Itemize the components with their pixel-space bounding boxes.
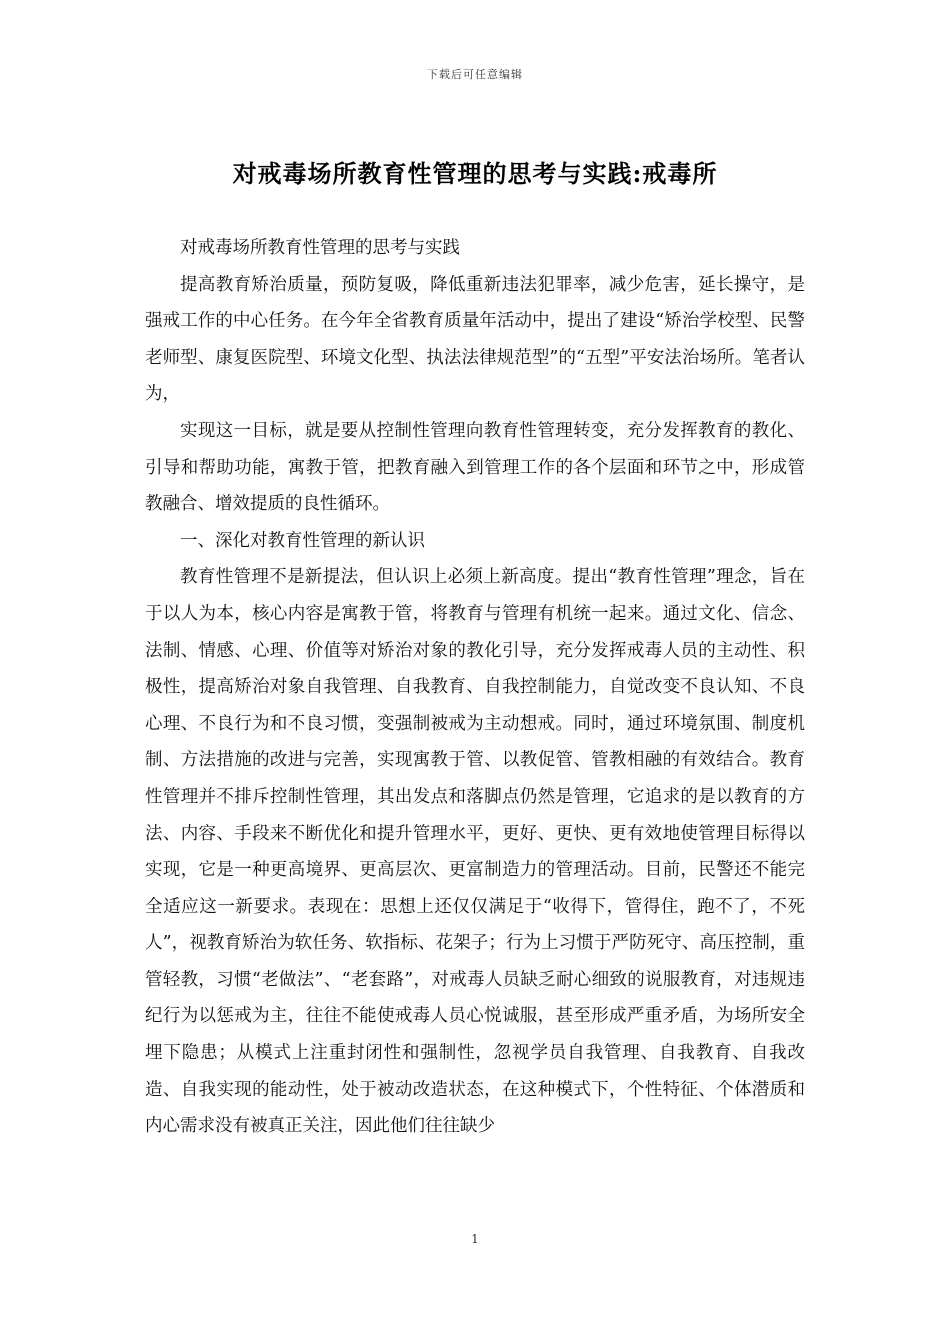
paragraph: 提高教育矫治质量，预防复吸，降低重新违法犯罪率，减少危害，延长操守，是强戒工作的中心任务。在今年全省教育质量年活动中，提出了建设“矫治学校型、民警老师型、康复医院型、环境文化型、执法法律规范型”的“五型”平安法治场所。笔者认为， [145, 274, 805, 405]
document-body [145, 230, 805, 1145]
paragraph: 教育性管理不是新提法，但认识上必须上新高度。提出“教育性管理”理念，旨在于以人为本，核心内容是寓教于管，将教育与管理有机统一起来。通过文化、信念、法制、情感、心理、价值等对矫治对象的教化引导，充分发挥戒毒人员的主动性、积极性，提高矫治对象自我管理、自我教育、自我控制能力，自觉改变不良认知、不良心理、不良行为和不良习惯，变强制被戒为主动想戒。同时，通过环境氛围、制度机制、方法措施的改进与完善，实现寓教于管、以教促管、管教相融的有效结合。教育性管理并不排斥控制性管理，其出发点和落脚点仍然是管理，它追求的是以教育的方法、内容、手段来不断优化和提升管理水平，更好、更快、更有效地使管理目标得以实现，它是一种更高境界、更高层次、更富制造力的管理活动。目前，民警还不能完全适应这一新要求。表现在：思想上还仅仅满足于“收得下，管得住，跑不了，不死人”，视教育矫治为软任务、软指标、花架子；行为上习惯于严防死守、高压控制，重管轻教，习惯“老做法”、“老套路”，对戒毒人员缺乏耐心细致的说服教育，对违规违纪行为以惩戒为主，往往不能使戒毒人员心悦诚服，甚至形成严重矛盾，为场所安全埋下隐患；从模式上注重封闭性和强制性，忽视学员自我管理、自我教育、自我改造、自我实现的能动性，处于被动改造状态，在这种模式下，个性特征、个体潜质和内心需求没有被真正关注，因此他们往往缺少 [145, 567, 805, 1137]
page-header-note: 下载后可任意编辑 [427, 68, 523, 81]
page-number: 1 [471, 1232, 479, 1246]
paragraph-subtitle: 对戒毒场所教育性管理的思考与实践 [180, 238, 460, 258]
section-heading: 一、深化对教育性管理的新认识 [180, 530, 425, 551]
document-title: 对戒毒场所教育性管理的思考与实践:戒毒所 [232, 159, 718, 188]
paragraph: 实现这一目标，就是要从控制性管理向教育性管理转变，充分发挥教育的教化、引导和帮助功能，寓教于管，把教育融入到管理工作的各个层面和环节之中，形成管教融合、增效提质的良性循环。 [145, 420, 805, 515]
